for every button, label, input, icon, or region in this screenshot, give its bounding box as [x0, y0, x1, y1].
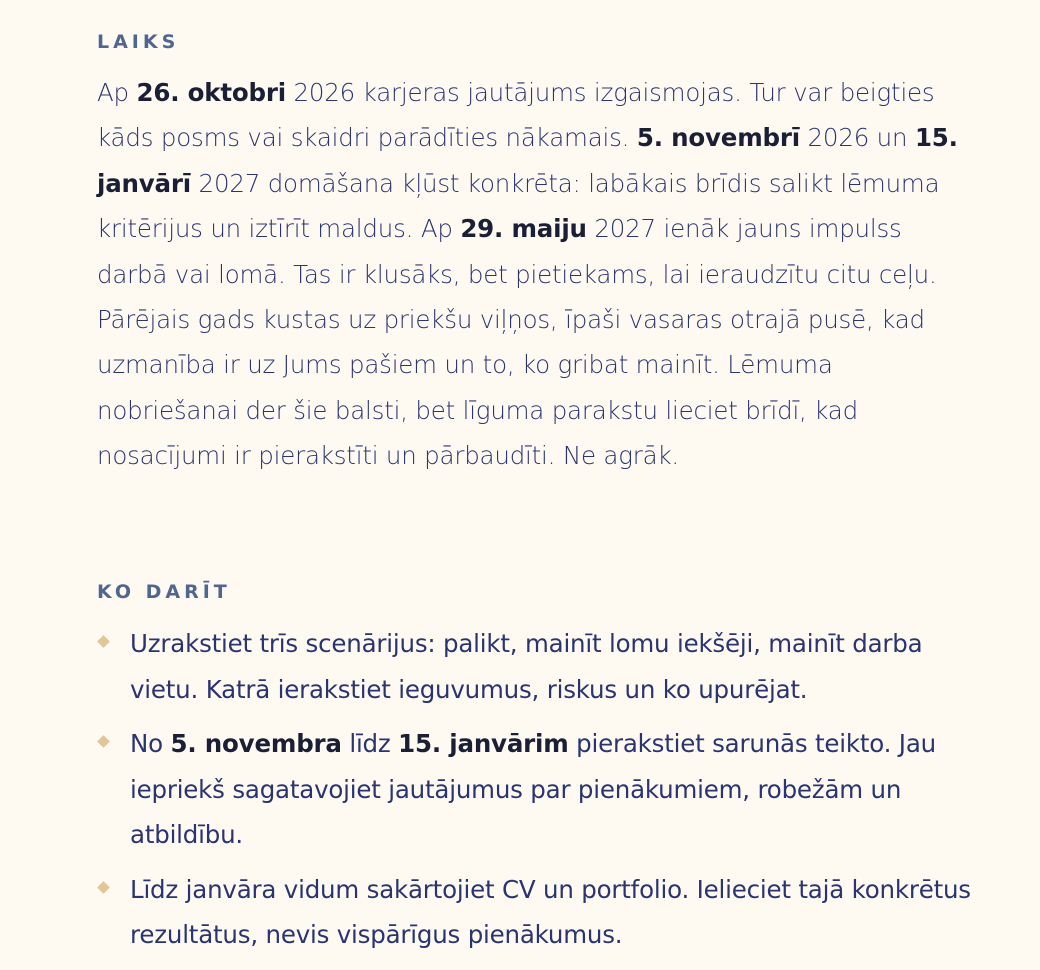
list-item-text	[130, 629, 922, 704]
list-item	[97, 867, 997, 958]
date-highlight: 5. novembra	[170, 729, 342, 758]
list-item-text	[130, 729, 936, 849]
date-highlight: 26. oktobri	[136, 78, 286, 107]
text-segment: 2027 domāšana kļūst konkrēta: labākais brīdis salikt lēmuma kritērijus un iztīrīt maldus. Ap	[97, 168, 940, 244]
section-heading-laiks: LAIKS	[97, 31, 180, 53]
date-highlight: 15. janvārim	[398, 729, 569, 758]
action-list	[97, 621, 997, 967]
text-segment: līdz	[341, 729, 399, 758]
text-segment: No	[130, 729, 171, 758]
diamond-bullet-icon	[97, 881, 110, 894]
laiks-paragraph	[97, 70, 967, 479]
text-segment: Līdz janvāra vidum sakārtojiet CV un portfolio. Ielieciet tajā konkrētus rezultātus, nevis vispārīgus pienākumus.	[130, 874, 971, 949]
text-segment: 2026 karjeras jautājums izgaismojas. Tur var beigties kāds posms vai skaidri parādīties nākamais.	[97, 78, 935, 153]
date-highlight: 5. novembrī	[636, 123, 800, 153]
diamond-bullet-icon	[97, 635, 110, 648]
list-item-text	[130, 875, 971, 950]
diamond-bullet-icon	[97, 735, 110, 748]
section-heading-ko-darit: KO DARĪT	[97, 581, 231, 603]
date-highlight: 15. janvārī	[97, 123, 958, 198]
list-item	[97, 721, 997, 858]
list-item	[97, 621, 997, 712]
text-segment: Ap	[97, 78, 137, 107]
text-segment: 2026 un	[799, 123, 915, 153]
date-highlight: 29. maiju	[460, 214, 587, 244]
text-segment: 2027 ienāk jauns impulss darbā vai lomā. Tas ir klusāks, bet pietiekams, lai ieraudzītu citu ceļu. Pārējais gads kustas uz priekšu viļņos, īpaši vasaras otrajā pusē, kad uzmanība ir uz Jums pašiem un to, ko gribat mainīt. Lēmuma nobriešanai der šie balsti, bet līguma parakstu lieciet brīdī, kad nosacījumi ir pierakstīti un pārbaudīti. Ne agrāk.	[97, 214, 937, 471]
text-segment: Uzrakstiet trīs scenārijus: palikt, mainīt lomu iekšēji, mainīt darba vietu. Katrā ierakstiet ieguvumus, riskus un ko upurējat.	[130, 629, 923, 704]
text-segment: pierakstiet sarunās teikto. Jau iepriekš sagatavojiet jautājumus par pienākumiem, robežām un atbildību.	[130, 729, 936, 849]
